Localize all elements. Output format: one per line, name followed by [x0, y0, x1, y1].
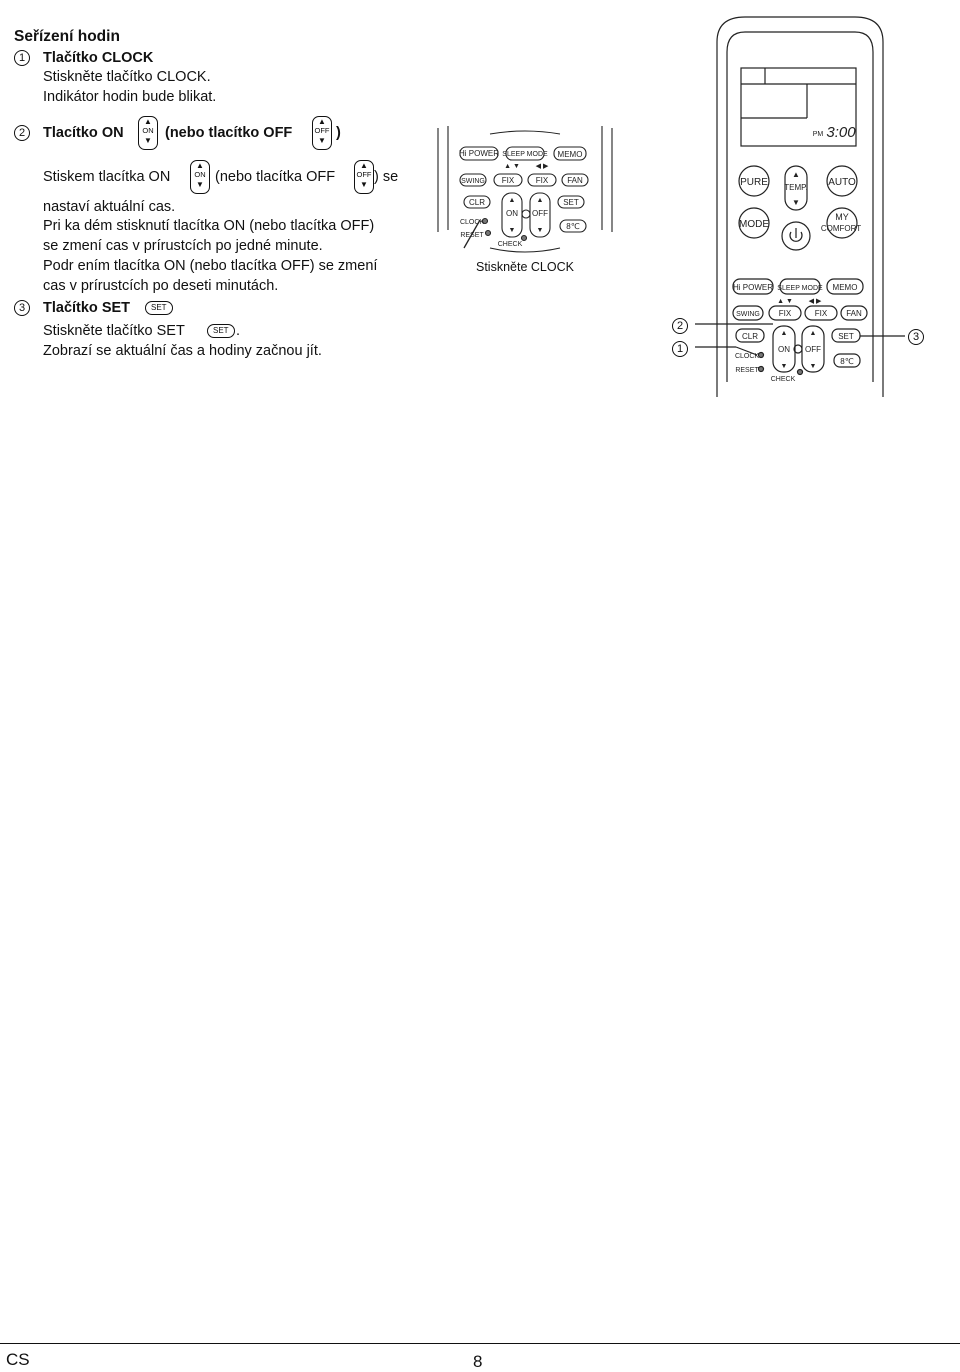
sr-memo: MEMO — [557, 150, 583, 159]
sr-arrows-2: ◀ ▶ — [535, 163, 549, 170]
br-check: CHECK — [770, 376, 796, 383]
br-time: 3:00 — [826, 124, 856, 141]
br-off: OFF — [805, 345, 821, 354]
step-1-title: Tlačítko CLOCK — [43, 50, 154, 66]
br-on: ON — [778, 345, 790, 354]
on-button-icon: ▲ ON ▼ — [138, 116, 158, 150]
sr-clr: CLR — [468, 198, 486, 207]
step-2-line-1a: Stiskem tlacítka ON — [43, 169, 171, 185]
br-8c: 8℃ — [840, 357, 854, 366]
br-my: MY — [835, 212, 849, 222]
step-2-line-2: nastaví aktuální cas. — [43, 199, 176, 215]
step-1-number: 1 — [14, 50, 30, 66]
step-2-line-5: Podr ením tlacítka ON (nebo tlacítka OFF) se zmení — [43, 258, 378, 274]
step-3-title: Tlačítko SET — [43, 300, 131, 316]
br-mode: MODE — [739, 219, 769, 230]
br-temp-up: ▲ — [792, 170, 800, 179]
step-3-line-1a: Stiskněte tlačítko SET — [43, 323, 185, 339]
br-hi-power: Hi POWER — [733, 283, 773, 292]
step-1-line-1: Stiskněte tlačítko CLOCK. — [43, 69, 211, 85]
step-3-line-2: Zobrazí se aktuální čas a hodiny začnou jít. — [43, 343, 322, 359]
off-button-icon: ▲ OFF ▼ — [312, 116, 332, 150]
step-2-line-4: se zmení cas v prírustcích po jedné minute. — [43, 238, 323, 254]
br-off-up-arrow: ▲ — [809, 330, 817, 337]
sr-fix-1: FIX — [501, 176, 515, 185]
step-3-line-1b: . — [236, 323, 241, 339]
sr-on-up-arrow: ▲ — [508, 197, 516, 204]
callout-1: 1 — [672, 341, 688, 357]
br-arrows-2: ◀ ▶ — [808, 298, 822, 305]
br-comfort: COMFORT — [820, 224, 862, 233]
sr-on: ON — [506, 209, 518, 218]
br-arrows-1: ▲ ▼ — [777, 298, 793, 305]
step-2-title-b: (nebo tlacítko OFF — [165, 125, 293, 141]
br-fix-2: FIX — [814, 309, 828, 318]
sr-fix-2: FIX — [535, 176, 549, 185]
sr-clock: CLOCK — [459, 219, 485, 226]
footer-rule — [0, 1343, 960, 1344]
sr-on-down-arrow: ▼ — [508, 227, 516, 234]
br-pm: PM — [812, 131, 824, 138]
br-fan: FAN — [846, 309, 862, 318]
sr-fan: FAN — [567, 176, 583, 185]
br-on-down-arrow: ▼ — [780, 363, 788, 370]
step-3-number: 3 — [14, 300, 30, 316]
set-button-icon: SET — [145, 301, 173, 315]
br-temp-down: ▼ — [792, 198, 800, 207]
sr-8c: 8℃ — [566, 222, 580, 231]
br-temp: TEMP. — [784, 183, 808, 192]
sr-set: SET — [563, 198, 579, 207]
step-2-title-a: Tlacítko ON — [43, 125, 124, 141]
br-clr: CLR — [741, 332, 759, 341]
step-2-line-1c: ) se — [374, 169, 399, 185]
step-2-line-3: Pri ka dém stisknutí tlacítka ON (nebo tlacítka OFF) — [43, 218, 375, 234]
callout-3: 3 — [908, 329, 924, 345]
br-fix-1: FIX — [778, 309, 792, 318]
br-on-up-arrow: ▲ — [780, 330, 788, 337]
br-reset: RESET — [735, 367, 759, 374]
sr-arrows-1: ▲ ▼ — [504, 163, 520, 170]
sr-off: OFF — [532, 209, 548, 218]
footer-language: CS — [6, 1350, 30, 1369]
sr-off-up-arrow: ▲ — [536, 197, 544, 204]
sr-hi-power: Hi POWER — [459, 149, 499, 158]
small-remote-illustration — [430, 120, 620, 280]
on-button-icon-inline: ▲ ON ▼ — [190, 160, 210, 194]
br-auto: AUTO — [828, 177, 856, 188]
sr-sleep-mode: SLEEP MODE — [502, 151, 548, 158]
sr-reset: RESET — [460, 232, 484, 239]
off-button-icon-inline: ▲ OFF ▼ — [354, 160, 374, 194]
step-2-line-6: cas v prírustcích po deseti minutách. — [43, 278, 279, 294]
br-set: SET — [838, 332, 854, 341]
br-clock: CLOCK — [734, 353, 760, 360]
br-memo: MEMO — [832, 283, 858, 292]
callout-2: 2 — [672, 318, 688, 334]
sr-swing: SWING — [461, 178, 485, 185]
step-2-title-c: ) — [336, 125, 341, 141]
sr-off-down-arrow: ▼ — [536, 227, 544, 234]
step-1-line-2: Indikátor hodin bude blikat. — [43, 89, 217, 105]
small-remote-caption: Stiskněte CLOCK — [476, 260, 574, 274]
sr-check: CHECK — [497, 241, 523, 248]
step-2-number: 2 — [14, 125, 30, 141]
footer-page-number: 8 — [473, 1352, 483, 1371]
br-sleep-mode: SLEEP MODE — [777, 285, 823, 292]
br-off-down-arrow: ▼ — [809, 363, 817, 370]
br-pure: PURE — [740, 177, 768, 188]
step-2-line-1b: (nebo tlacítka OFF — [215, 169, 336, 185]
set-button-icon-inline: SET — [207, 324, 235, 338]
br-swing: SWING — [736, 311, 760, 318]
section-title: Seřízení hodin — [14, 28, 120, 45]
